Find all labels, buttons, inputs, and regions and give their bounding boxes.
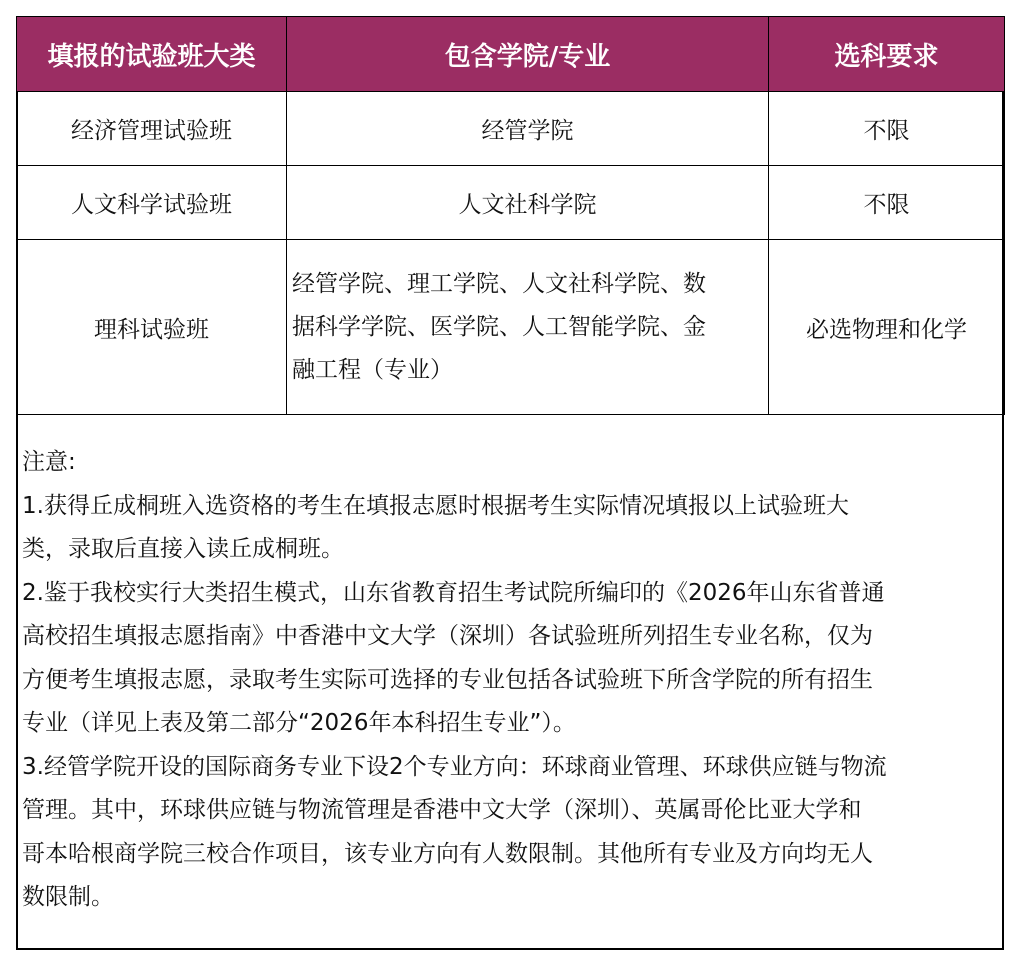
notes-section [22, 441, 1002, 920]
header-requirement: 选科要求 [769, 17, 1005, 92]
table-row [17, 166, 1005, 240]
notes-line: 高校招生填报志愿指南》中香港中文大学（深圳）各试验班所列招生专业名称，仅为 [22, 623, 873, 649]
row-category: 人文科学试验班 [17, 166, 287, 240]
colleges-line: 经管学院、理工学院、人文社科学院、数 [292, 270, 706, 297]
table-row [17, 92, 1005, 166]
notes-line: 哥本哈根商学院三校合作项目，该专业方向有人数限制。其他所有专业及方向均无人 [22, 840, 873, 867]
header-colleges: 包含学院/专业 [287, 17, 769, 92]
colleges-line: 据科学学院、医学院、人工智能学院、金 [292, 313, 706, 340]
notes-line: 数限制。 [22, 884, 114, 910]
row-requirement: 必选物理和化学 [769, 240, 1005, 415]
notes-line: 2.鉴于我校实行大类招生模式，山东省教育招生考试院所编印的《2026年山东省普通 [22, 579, 885, 606]
row-colleges: 经管学院 [287, 92, 769, 166]
row-colleges [287, 240, 769, 415]
row-category: 经济管理试验班 [17, 92, 287, 166]
row-requirement: 不限 [769, 166, 1005, 240]
admission-table [16, 16, 1005, 415]
notes-line: 3.经管学院开设的国际商务专业下设2个专业方向：环球商业管理、环球供应链与物流 [22, 753, 887, 780]
row-requirement: 不限 [769, 92, 1005, 166]
notes-title: 注意: [22, 449, 76, 475]
table-header-row [17, 17, 1005, 92]
row-category: 理科试验班 [17, 240, 287, 415]
notes-line: 1.获得丘成桐班入选资格的考生在填报志愿时根据考生实际情况填报以上试验班大 [22, 492, 849, 519]
colleges-line: 融工程（专业） [292, 356, 453, 383]
header-category: 填报的试验班大类 [17, 17, 287, 92]
notes-line: 专业（详见上表及第二部分“2026年本科招生专业”）。 [22, 710, 576, 736]
table-row [17, 240, 1005, 415]
row-colleges: 人文社科学院 [287, 166, 769, 240]
notes-line: 类，录取后直接入读丘成桐班。 [22, 536, 344, 562]
notes-line: 方便考生填报志愿，录取考生实际可选择的专业包括各试验班下所含学院的所有招生 [22, 666, 873, 693]
notes-line: 管理。其中，环球供应链与物流管理是香港中文大学（深圳）、英属哥伦比亚大学和 [22, 797, 862, 823]
